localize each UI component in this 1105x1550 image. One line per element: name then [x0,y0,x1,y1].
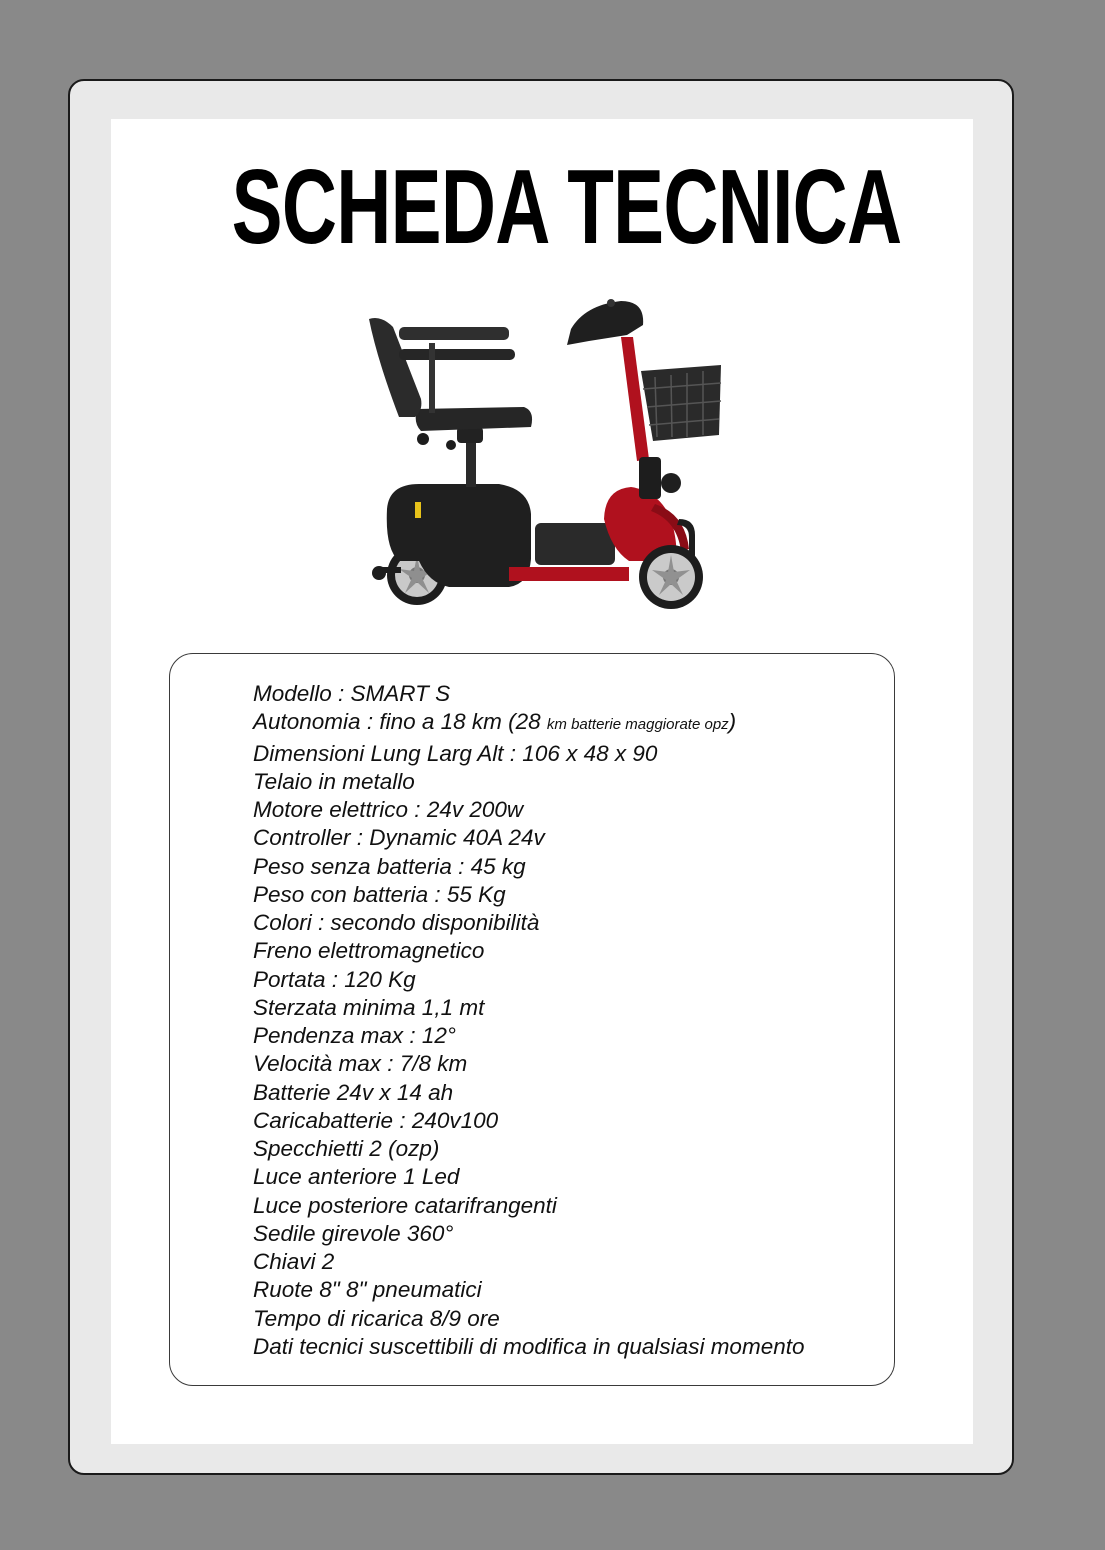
spec-line: Portata : 120 Kg [253,966,416,992]
spec-line: Autonomia : fino a 18 km (28 km batterie maggiorate opz) [253,709,737,735]
spec-line: Pendenza max : 12° [253,1023,456,1048]
spec-card [68,79,1014,1475]
spec-line: Peso senza batteria : 45 kg [253,853,526,879]
spec-line: Motore elettrico : 24v 200w [253,797,524,822]
spec-line: Velocità max : 7/8 km [253,1051,468,1077]
spec-line: Freno elettromagnetico [253,938,485,964]
spec-line: Sterzata minima 1,1 mt [253,994,485,1020]
spec-line: Dati tecnici suscettibili di modifica in qualsiasi momento [253,1333,805,1359]
spec-sheet [111,119,973,1444]
spec-line: Ruote 8" 8" pneumatici [253,1277,482,1303]
mobility-scooter-photo [359,299,739,619]
spec-line: Luce posteriore catarifrangenti [253,1192,557,1218]
page-title: SCHEDA TECNICA [231,148,902,266]
spec-line: Luce anteriore 1 Led [253,1164,460,1190]
spec-line: Tempo di ricarica 8/9 ore [253,1305,500,1331]
spec-line: Controller : Dynamic 40A 24v [253,825,545,851]
spec-line: Batterie 24v x 14 ah [253,1079,454,1105]
spec-line: Modello : SMART S [253,681,451,706]
specs-box [169,653,895,1386]
spec-line: Caricabatterie : 240v100 [253,1107,499,1133]
front-wheel-icon [639,545,703,609]
spec-line: Chiavi 2 [253,1249,335,1274]
specs-list [253,680,804,1361]
spec-line: Dimensioni Lung Larg Alt : 106 x 48 x 90 [253,740,658,766]
spec-line: Telaio in metallo [253,768,415,794]
spec-line: Peso con batteria : 55 Kg [253,881,506,907]
spec-line: Colori : secondo disponibilità [253,910,540,935]
spec-line: Sedile girevole 360° [253,1220,454,1246]
spec-line: Specchietti 2 (ozp) [253,1136,440,1161]
